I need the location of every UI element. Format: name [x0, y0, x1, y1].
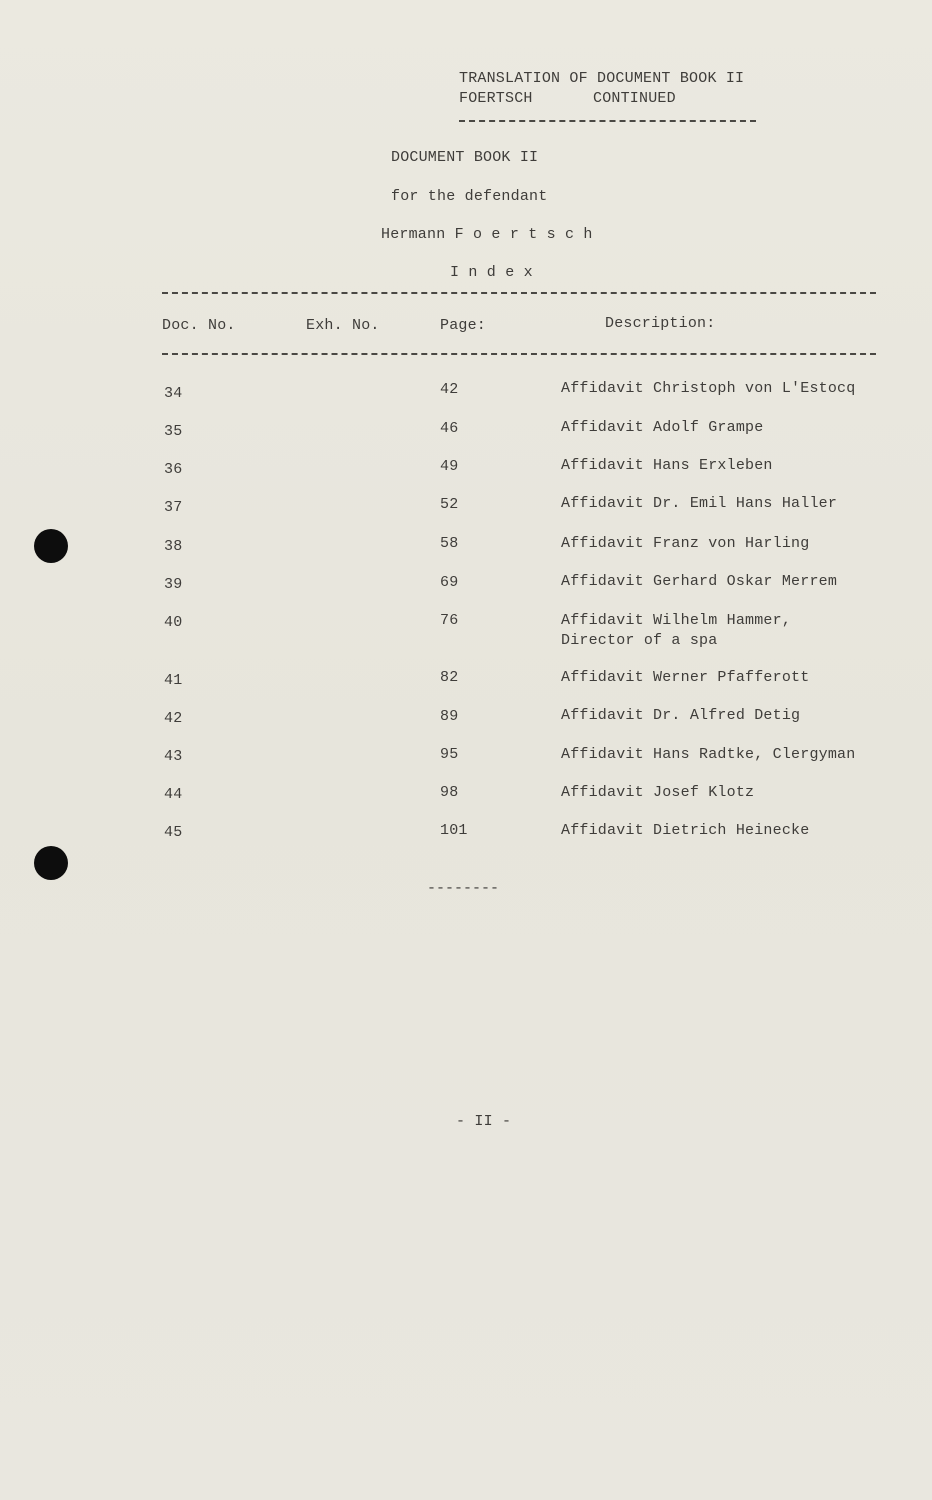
row-35-page: 46 [440, 420, 459, 437]
defendant-name: Hermann F o e r t s c h [381, 226, 593, 243]
row-34-page: 42 [440, 381, 459, 398]
end-of-index-mark: -------- [427, 880, 500, 897]
row-42-description: Affidavit Dr. Alfred Detig [561, 707, 801, 724]
header-title: TRANSLATION OF DOCUMENT BOOK II [459, 70, 745, 87]
punch-hole-bottom [34, 846, 68, 880]
row-39-description: Affidavit Gerhard Oskar Merrem [561, 573, 838, 590]
row-45-doc-no: 45 [164, 824, 183, 841]
row-43-page: 95 [440, 746, 459, 763]
row-36-description: Affidavit Hans Erxleben [561, 457, 773, 474]
column-header-description: Description: [605, 315, 716, 332]
row-40-description-line-2: Director of a spa [561, 632, 718, 649]
row-37-page: 52 [440, 496, 459, 513]
column-header-exh-no: Exh. No. [306, 317, 380, 334]
column-header-doc-no: Doc. No. [162, 317, 236, 334]
row-44-doc-no: 44 [164, 786, 183, 803]
header-underline [459, 120, 756, 122]
row-40-doc-no: 40 [164, 614, 183, 631]
row-44-page: 98 [440, 784, 459, 801]
row-38-page: 58 [440, 535, 459, 552]
row-39-doc-no: 39 [164, 576, 183, 593]
row-38-description: Affidavit Franz von Harling [561, 535, 810, 552]
index-heading: I n d e x [450, 264, 533, 281]
column-header-page: Page: [440, 317, 487, 334]
page-number: - II - [456, 1113, 512, 1130]
row-42-page: 89 [440, 708, 459, 725]
row-43-description: Affidavit Hans Radtke, Clergyman [561, 746, 856, 763]
row-34-doc-no: 34 [164, 385, 183, 402]
row-40-page: 76 [440, 612, 459, 629]
header-continued: CONTINUED [593, 90, 676, 107]
row-36-page: 49 [440, 458, 459, 475]
row-37-description: Affidavit Dr. Emil Hans Haller [561, 495, 838, 512]
table-top-rule [162, 292, 876, 294]
for-defendant-line: for the defendant [391, 188, 548, 205]
row-41-doc-no: 41 [164, 672, 183, 689]
header-defendant: FOERTSCH [459, 90, 533, 107]
row-44-description: Affidavit Josef Klotz [561, 784, 755, 801]
row-34-description: Affidavit Christoph von L'Estocq [561, 380, 856, 397]
row-45-page: 101 [440, 822, 468, 839]
row-39-page: 69 [440, 574, 459, 591]
row-41-page: 82 [440, 669, 459, 686]
row-35-description: Affidavit Adolf Grampe [561, 419, 764, 436]
row-35-doc-no: 35 [164, 423, 183, 440]
punch-hole-top [34, 529, 68, 563]
row-43-doc-no: 43 [164, 748, 183, 765]
table-header-rule [162, 353, 876, 355]
document-book-title: DOCUMENT BOOK II [391, 149, 539, 166]
row-36-doc-no: 36 [164, 461, 183, 478]
row-45-description: Affidavit Dietrich Heinecke [561, 822, 810, 839]
row-38-doc-no: 38 [164, 538, 183, 555]
row-40-description-line-1: Affidavit Wilhelm Hammer, [561, 612, 792, 629]
row-42-doc-no: 42 [164, 710, 183, 727]
row-41-description: Affidavit Werner Pfafferott [561, 669, 810, 686]
row-37-doc-no: 37 [164, 499, 183, 516]
